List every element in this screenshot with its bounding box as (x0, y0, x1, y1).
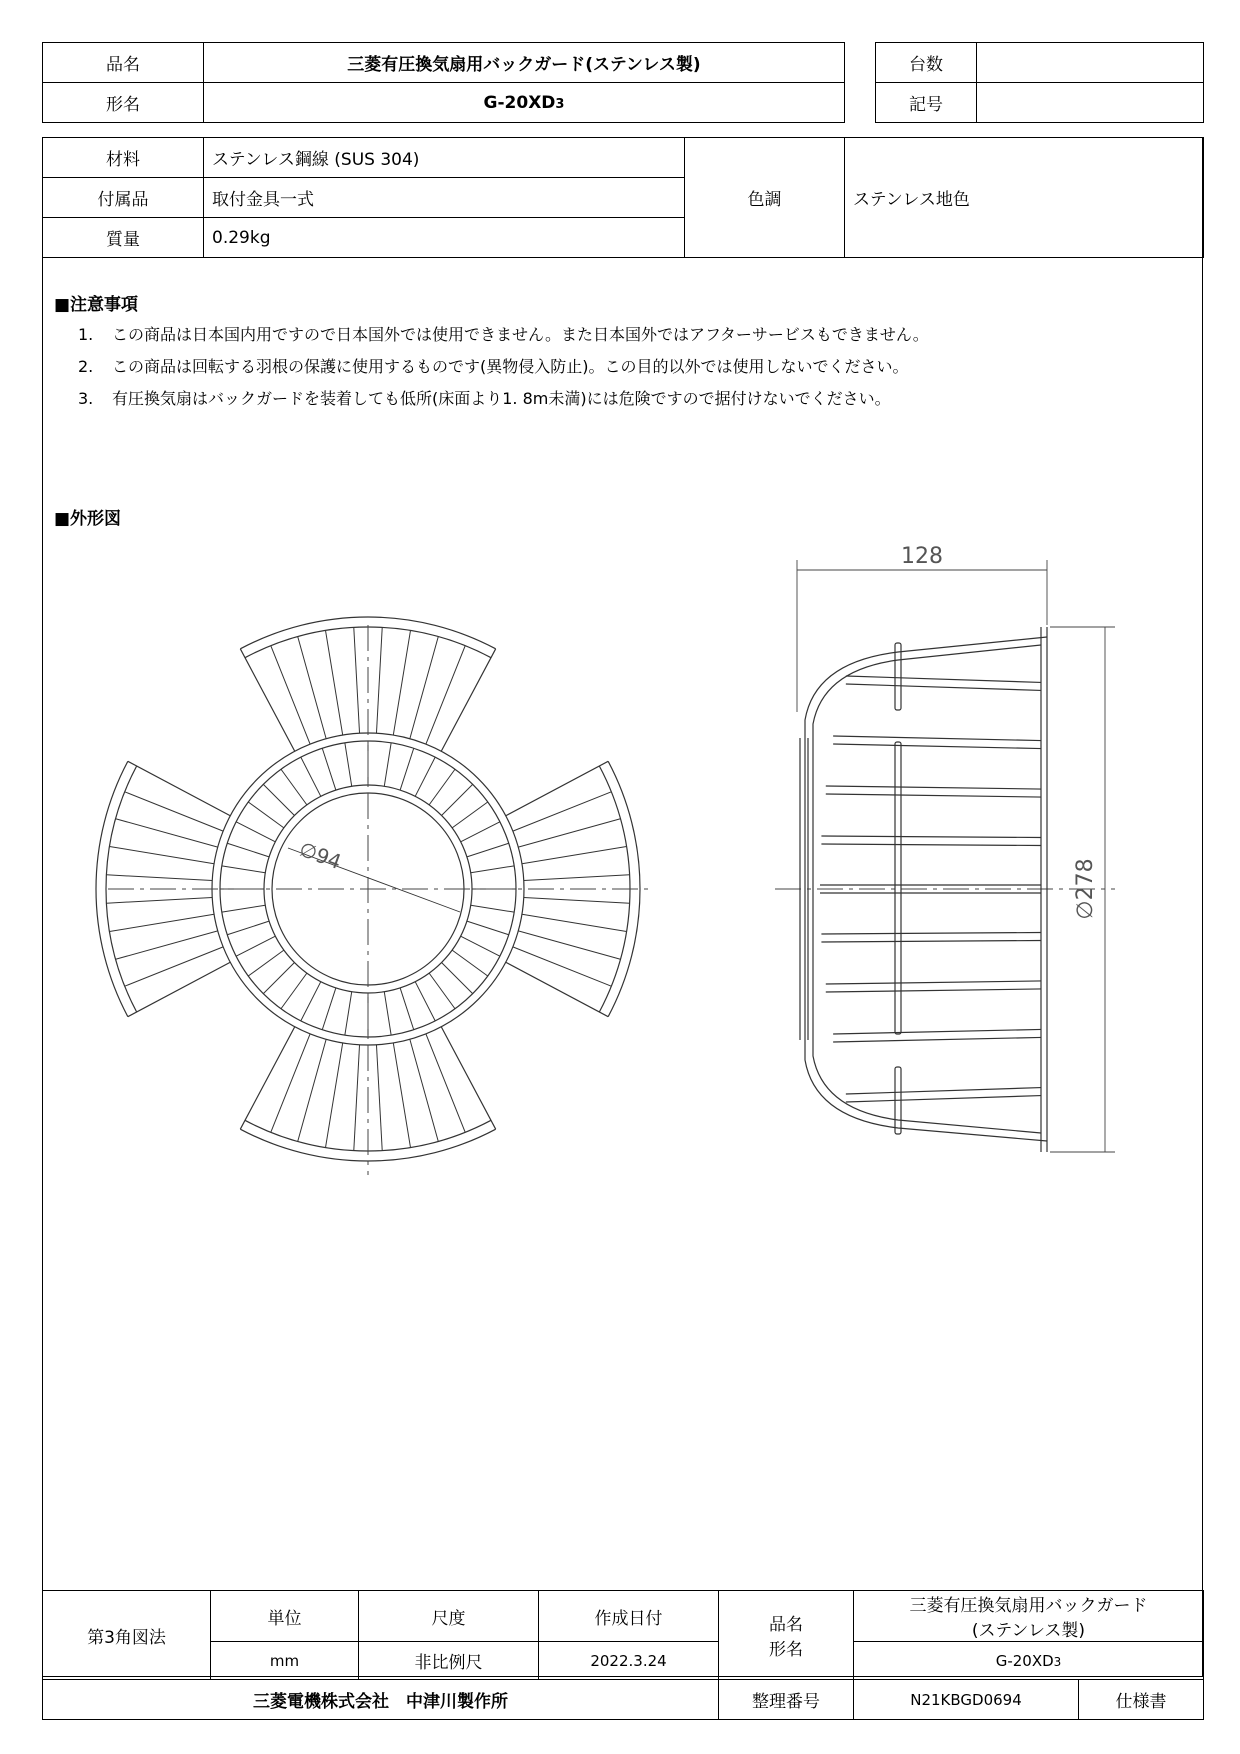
inner-spoke (461, 822, 500, 842)
inner-spoke (400, 748, 414, 790)
inner-spoke (248, 950, 284, 976)
side-wire (833, 744, 1041, 749)
dimension-lines (797, 560, 1115, 1152)
depth-dimension: 128 (901, 544, 943, 569)
outer-spoke (106, 875, 212, 881)
outer-spoke (376, 627, 382, 733)
sector-edge (506, 761, 608, 815)
side-wire (833, 736, 1041, 741)
side-wire (821, 836, 1041, 838)
outline-heading: ■外形図 (54, 509, 122, 529)
scale-value: 非比例尺 (359, 1642, 539, 1680)
product-title (854, 1591, 1204, 1642)
outer-spoke (524, 875, 630, 881)
outer-spoke (354, 1045, 360, 1151)
doc-type: 仕様書 (1079, 1680, 1204, 1720)
outer-spoke (393, 630, 410, 735)
side-wire (826, 786, 1041, 789)
inner-spoke (345, 992, 352, 1035)
inner-spoke (461, 936, 500, 956)
side-wire (821, 940, 1041, 942)
outer-spoke (109, 914, 214, 931)
inner-spoke (227, 843, 269, 857)
inner-spoke (263, 784, 294, 815)
quantity-label: 台数 (876, 43, 977, 83)
inner-spoke (322, 988, 336, 1030)
product-title-line2: (ステンレス製) (971, 1621, 1086, 1641)
note-text: この商品は回転する羽根の保護に使用するものです(異物侵入防止)。この目的以外では使用しないでください。 (112, 357, 909, 376)
inner-spoke (222, 866, 265, 873)
inner-spoke (400, 988, 414, 1030)
ref-number: N21KBGD0694 (854, 1680, 1079, 1720)
side-wire (846, 1088, 1041, 1094)
inner-spoke (442, 963, 473, 994)
sector-edge (240, 1027, 294, 1129)
color-label: 色調 (685, 138, 845, 258)
sector-edge (128, 962, 230, 1016)
outer-spoke (109, 847, 214, 864)
date-label: 作成日付 (539, 1591, 719, 1642)
side-wire (821, 844, 1041, 846)
scale-label: 尺度 (359, 1591, 539, 1642)
outer-spoke (376, 1045, 382, 1151)
note-number: 3. (78, 389, 94, 408)
name-label: 品名 (769, 1615, 803, 1635)
inner-spoke (384, 992, 391, 1035)
model-label-bottom: 形名 (769, 1640, 803, 1660)
inner-spoke (263, 963, 294, 994)
center-lines (108, 625, 1115, 1175)
outer-spoke (393, 1043, 410, 1148)
sector-edge (441, 1027, 495, 1129)
unit-label: 単位 (211, 1591, 359, 1642)
notes-heading: ■注意事項 (54, 295, 139, 315)
symbol-label: 記号 (876, 83, 977, 123)
note-text: 有圧換気扇はバックガードを装着しても低所(床面より1. 8m未満)には危険ですので据付けないでください。 (112, 389, 891, 408)
side-wire (846, 676, 1041, 682)
inner-spoke (384, 743, 391, 786)
sector-edge (506, 962, 608, 1016)
inner-diameter-dimension: ∅94 (296, 836, 345, 875)
inner-spoke (248, 802, 284, 828)
model-bottom: G-20XD3 (854, 1642, 1204, 1680)
side-wire (846, 684, 1041, 690)
outer-spoke (522, 914, 627, 931)
mass-value: 0.29kg (204, 218, 685, 258)
side-wire (826, 794, 1041, 797)
inner-spoke (236, 936, 275, 956)
accessory-label: 付属品 (43, 178, 204, 218)
company-name: 三菱電機株式会社 中津川製作所 (43, 1680, 719, 1720)
inner-spoke (471, 866, 514, 873)
inner-spoke (301, 757, 321, 796)
inner-spoke (301, 982, 321, 1021)
inner-spoke (415, 982, 435, 1021)
projection-method: 第3角図法 (43, 1591, 211, 1680)
sector-edge (128, 761, 230, 815)
name-model-labels (719, 1591, 854, 1680)
material-value: ステンレス鋼線 (SUS 304) (204, 138, 685, 178)
inner-spoke (452, 802, 488, 828)
unit-value: mm (211, 1642, 359, 1680)
side-wire (826, 989, 1041, 992)
side-wire (826, 981, 1041, 984)
side-wire (833, 1037, 1041, 1042)
sector-edge (441, 649, 495, 751)
inner-spoke (442, 784, 473, 815)
product-title-line1: 三菱有圧換気扇用バックガード (909, 1596, 1148, 1616)
inner-spoke (467, 843, 509, 857)
inner-spoke (429, 973, 455, 1009)
product-name-label: 品名 (43, 43, 204, 83)
side-wire (846, 1096, 1041, 1102)
inner-spoke (236, 822, 275, 842)
inner-spoke (227, 921, 269, 935)
ref-label: 整理番号 (719, 1680, 854, 1720)
mass-label: 質量 (43, 218, 204, 258)
product-name: 三菱有圧換気扇用バックガード(ステンレス製) (204, 43, 845, 83)
date-value: 2022.3.24 (539, 1642, 719, 1680)
outer-diameter-dimension: ∅278 (1073, 858, 1098, 920)
material-label: 材料 (43, 138, 204, 178)
inner-spoke (467, 921, 509, 935)
side-wire (821, 932, 1041, 934)
inner-spoke (281, 769, 307, 805)
inner-spoke (322, 748, 336, 790)
note-text: この商品は日本国内用ですので日本国外では使用できません。また日本国外ではアフターサービスもできません。 (112, 325, 929, 344)
accessory-value: 取付金具一式 (204, 178, 685, 218)
outer-spoke (106, 897, 212, 903)
inner-spoke (345, 743, 352, 786)
inner-spoke (281, 973, 307, 1009)
side-wire (833, 1029, 1041, 1034)
title-block (42, 1590, 1204, 1720)
inner-spoke (471, 905, 514, 912)
outer-spoke (326, 1043, 343, 1148)
outer-spoke (522, 847, 627, 864)
inner-spoke (429, 769, 455, 805)
inner-spoke (452, 950, 488, 976)
note-number: 1. (78, 325, 94, 344)
note-number: 2. (78, 357, 94, 376)
inner-spoke (415, 757, 435, 796)
outer-spoke (354, 627, 360, 733)
model-label: 形名 (43, 83, 204, 123)
color-value: ステンレス地色 (845, 138, 1204, 258)
inner-spoke (222, 905, 265, 912)
outer-spoke (524, 897, 630, 903)
model-value: G-20XD3 (204, 83, 845, 123)
outer-spoke (326, 630, 343, 735)
sector-edge (240, 649, 294, 751)
